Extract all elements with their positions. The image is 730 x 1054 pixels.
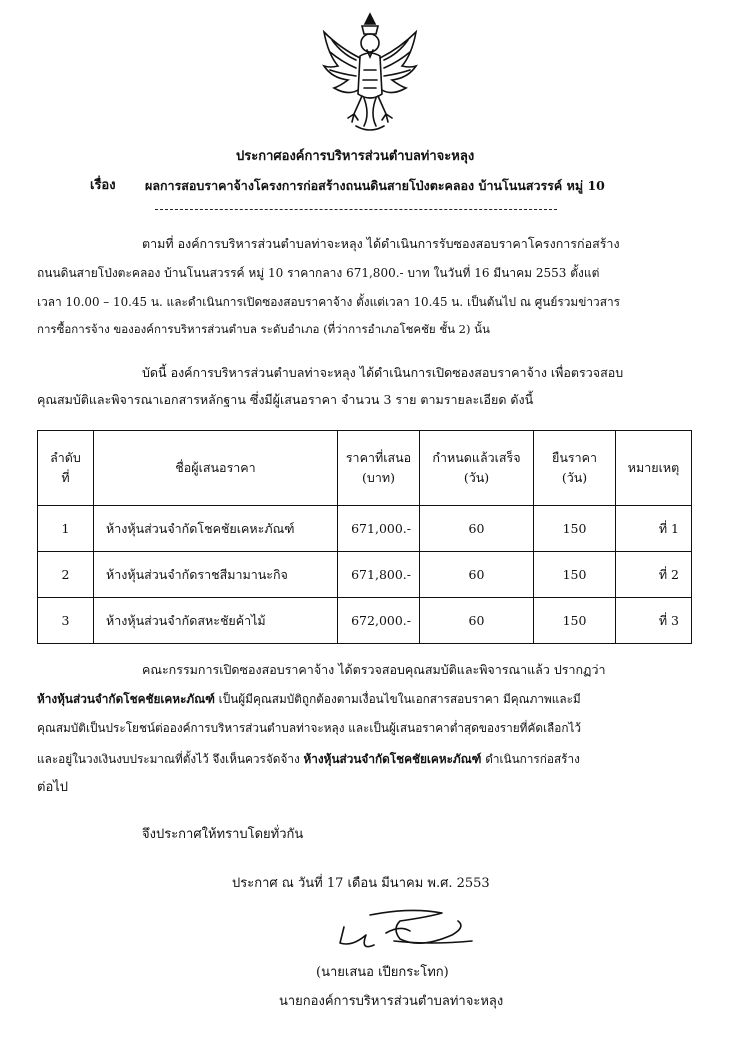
- cell-no: 1: [38, 506, 94, 552]
- header-name: ชื่อผู้เสนอราคา: [94, 431, 338, 506]
- cell-remark: ที่ 2: [616, 552, 692, 598]
- cell-days: 60: [420, 506, 534, 552]
- cell-validity: 150: [534, 552, 616, 598]
- table-row: [38, 598, 692, 644]
- cell-price: 672,000.-: [338, 598, 420, 644]
- signature: [330, 905, 480, 965]
- para1-line4: การซื้อการจ้าง ขององค์การบริหารส่วนตำบล ระดับอำเภอ (ที่ว่าการอำเภอโชคชัย ชั้น 2) นั้น: [37, 322, 490, 336]
- conclusion-line2: ห้างหุ้นส่วนจำกัดโชคชัยเคหะภัณฑ์ เป็นผู้มีคุณสมบัติถูกต้องตามเงื่อนไขในเอกสารสอบราคา มีคุณภาพและมี: [37, 692, 581, 706]
- conclusion-line3: คุณสมบัติเป็นประโยชน์ต่อองค์การบริหารส่วนตำบลท่าจะหลุง และเป็นผู้เสนอราคาต่ำสุดของรายที่คัดเลือกไว้: [37, 721, 582, 735]
- subject-text: ผลการสอบราคาจ้างโครงการก่อสร้างถนนดินสายโป่งตะคลอง บ้านโนนสวรรค์ หมู่ 10: [145, 178, 605, 193]
- cell-price: 671,000.-: [338, 506, 420, 552]
- separator-line: [155, 209, 557, 210]
- conclusion-line1: คณะกรรมการเปิดซองสอบราคาจ้าง ได้ตรวจสอบคุณสมบัติและพิจารณาแล้ว ปรากฏว่า: [142, 662, 606, 677]
- para2-line1: บัดนี้ องค์การบริหารส่วนตำบลท่าจะหลุง ได้ดำเนินการเปิดซองสอบราคาจ้าง เพื่อตรวจสอบ: [142, 365, 624, 380]
- table-header-row: [38, 431, 692, 506]
- table-row: [38, 506, 692, 552]
- cell-validity: 150: [534, 598, 616, 644]
- cell-no: 3: [38, 598, 94, 644]
- table-row: [38, 552, 692, 598]
- cell-remark: ที่ 1: [616, 506, 692, 552]
- signer-name: (นายเสนอ เปียกระโทก): [316, 965, 449, 980]
- signer-title: นายกองค์การบริหารส่วนตำบลท่าจะหลุง: [279, 994, 504, 1009]
- winner-name: ห้างหุ้นส่วนจำกัดโชคชัยเคหะภัณฑ์: [303, 752, 482, 766]
- cell-name: ห้างหุ้นส่วนจำกัดราชสีมามานะกิจ: [94, 552, 338, 598]
- cell-days: 60: [420, 552, 534, 598]
- cell-no: 2: [38, 552, 94, 598]
- cell-price: 671,800.-: [338, 552, 420, 598]
- cell-remark: ที่ 3: [616, 598, 692, 644]
- announcement-title: ประกาศองค์การบริหารส่วนตำบลท่าจะหลุง: [236, 149, 475, 164]
- header-remark: หมายเหตุ: [616, 431, 692, 506]
- conclusion-line5: ต่อไป: [37, 780, 69, 795]
- conclusion-line4: และอยู่ในวงเงินงบประมาณที่ตั้งไว้ จึงเห็นควรจัดจ้าง ห้างหุ้นส่วนจำกัดโชคชัยเคหะภัณฑ์ ดำเนินการก่อสร้าง: [37, 752, 580, 766]
- header-validity: ยืนราคา (วัน): [534, 431, 616, 506]
- bid-table: [37, 430, 692, 644]
- winner-name: ห้างหุ้นส่วนจำกัดโชคชัยเคหะภัณฑ์: [37, 692, 215, 706]
- header-deadline: กำหนดแล้วเสร็จ (วัน): [420, 431, 534, 506]
- garuda-emblem: [318, 10, 422, 136]
- para1-line2: ถนนดินสายโป่งตะคลอง บ้านโนนสวรรค์ หมู่ 10 ราคากลาง 671,800.- บาท ในวันที่ 16 มีนาคม 2553 ตั้งแต่: [37, 266, 600, 280]
- subject-label: เรื่อง: [90, 178, 116, 193]
- header-price: ราคาที่เสนอ (บาท): [338, 431, 420, 506]
- header-no: ลำดับ ที่: [38, 431, 94, 506]
- para2-line2: คุณสมบัติและพิจารณาเอกสารหลักฐาน ซึ่งมีผู้เสนอราคา จำนวน 3 ราย ตามรายละเอียด ดังนี้: [37, 392, 534, 407]
- cell-name: ห้างหุ้นส่วนจำกัดสหะชัยค้าไม้: [94, 598, 338, 644]
- para1-line1: ตามที่ องค์การบริหารส่วนตำบลท่าจะหลุง ได้ดำเนินการรับซองสอบราคาโครงการก่อสร้าง: [142, 236, 620, 251]
- cell-name: ห้างหุ้นส่วนจำกัดโชคชัยเคหะภัณฑ์: [94, 506, 338, 552]
- announcement-date: ประกาศ ณ วันที่ 17 เดือน มีนาคม พ.ศ. 2553: [232, 876, 490, 891]
- para1-line3: เวลา 10.00 – 10.45 น. และดำเนินการเปิดซองสอบราคาจ้าง ตั้งแต่เวลา 10.45 น. เป็นต้นไป ณ ศูนย์รวมข่าวสาร: [37, 295, 621, 309]
- cell-days: 60: [420, 598, 534, 644]
- announce-line: จึงประกาศให้ทราบโดยทั่วกัน: [142, 827, 304, 842]
- cell-validity: 150: [534, 506, 616, 552]
